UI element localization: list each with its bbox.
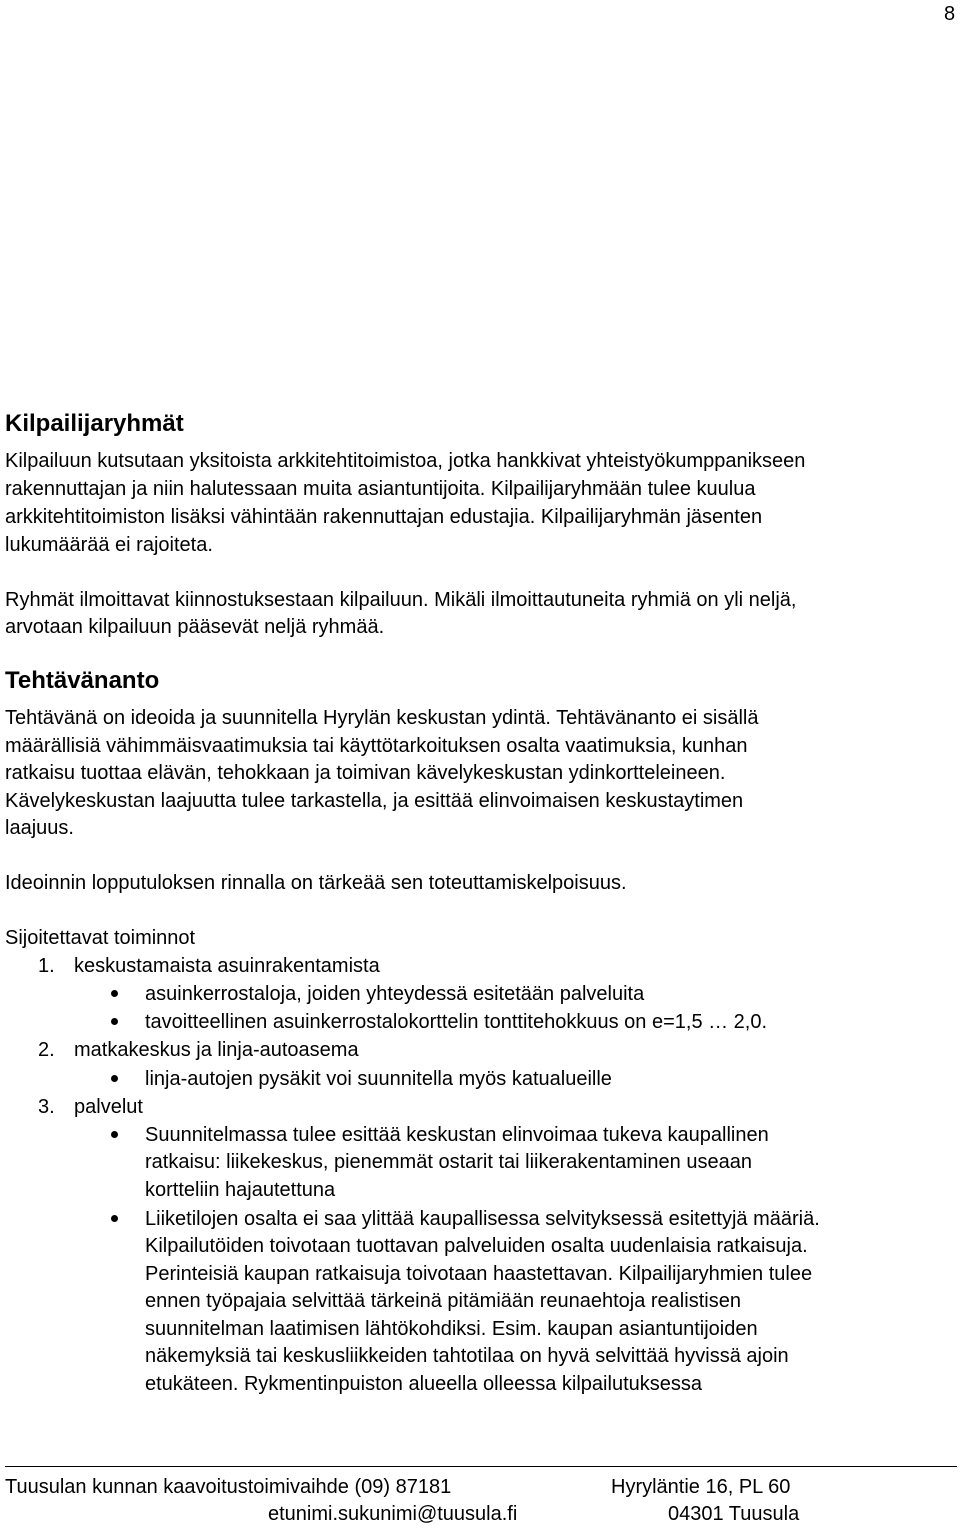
s2-p1-line: laajuus. bbox=[5, 817, 74, 839]
bullet-text: kortteliin hajautettuna bbox=[145, 1179, 336, 1201]
bullet-text: Liiketilojen osalta ei saa ylittää kaupallisessa selvityksessä esitettyjä määriä. bbox=[145, 1208, 820, 1230]
list-item-number: 2. bbox=[38, 1039, 55, 1061]
bullet-text: suunnitelman laatimisen lähtökohdiksi. Esim. kaupan asiantuntijoiden bbox=[145, 1318, 758, 1340]
footer-address: Hyryläntie 16, PL 60 bbox=[611, 1476, 791, 1498]
bullet-icon bbox=[111, 1215, 118, 1222]
s2-p2: Ideoinnin lopputuloksen rinnalla on tärkeää sen toteuttamiskelpoisuus. bbox=[5, 872, 627, 894]
page-number: 8 bbox=[944, 3, 956, 25]
section-title-kilpailijaryhmat: Kilpailijaryhmät bbox=[5, 410, 184, 437]
bullet-icon bbox=[111, 1075, 118, 1082]
bullet-text: etukäteen. Rykmentinpuiston alueella olleessa kilpailutuksessa bbox=[145, 1373, 702, 1395]
bullet-text: Suunnitelmassa tulee esittää keskustan elinvoimaa tukeva kaupallinen bbox=[145, 1124, 769, 1146]
bullet-text: linja-autojen pysäkit voi suunnitella myös katualueille bbox=[145, 1068, 612, 1090]
bullet-text: Perinteisiä kaupan ratkaisuja toivotaan haastettavan. Kilpailijaryhmien tulee bbox=[145, 1263, 813, 1285]
list-title: Sijoitettavat toiminnot bbox=[5, 927, 196, 949]
list-item-label: matkakeskus ja linja-autoasema bbox=[74, 1039, 359, 1061]
bullet-text: asuinkerrostaloja, joiden yhteydessä esitetään palveluita bbox=[145, 983, 645, 1005]
s1-p2-line: arvotaan kilpailuun pääsevät neljä ryhmää. bbox=[5, 616, 385, 638]
s1-p1-line: arkkitehtitoimiston lisäksi vähintään rakennuttajan edustajia. Kilpailijaryhmän jäsenten bbox=[5, 506, 763, 528]
bullet-text: ennen työpajaia selvittää tärkeinä pitämiään reunaehtoja realistisen bbox=[145, 1290, 741, 1312]
s1-p1-line: rakennuttajan ja niin halutessaan muita asiantuntijoita. Kilpailijaryhmään tulee kuulua bbox=[5, 478, 756, 500]
bullet-text: tavoitteellinen asuinkerrostalokorttelin tonttitehokkuus on e=1,5 … 2,0. bbox=[145, 1011, 768, 1033]
footer-email: etunimi.sukunimi@tuusula.fi bbox=[268, 1503, 518, 1525]
bullet-text: Kilpailutöiden toivotaan tuottavan palveluiden osalta uudenlaisia ratkaisuja. bbox=[145, 1235, 808, 1257]
bullet-text: näkemyksiä tai keskusliikkeiden tahtotilaa on hyvä selvittää hyvissä ajoin bbox=[145, 1345, 789, 1367]
s1-p1-line: lukumäärää ei rajoiteta. bbox=[5, 534, 213, 556]
s2-p1-line: Kävelykeskustan laajuutta tulee tarkastella, ja esittää elinvoimaisen keskustaytimen bbox=[5, 790, 744, 812]
s2-p1-line: Tehtävänä on ideoida ja suunnitella Hyrylän keskustan ydintä. Tehtävänanto ei sisällä bbox=[5, 707, 759, 729]
list-item-number: 1. bbox=[38, 955, 55, 977]
footer-divider bbox=[5, 1466, 957, 1467]
bullet-icon bbox=[111, 1131, 118, 1138]
s1-p1-line: Kilpailuun kutsutaan yksitoista arkkitehtitoimistoa, jotka hankkivat yhteistyökumppanikseen bbox=[5, 450, 806, 472]
s2-p1-line: määrällisiä vähimmäisvaatimuksia tai käyttötarkoituksen osalta vaatimuksia, kunhan bbox=[5, 735, 748, 757]
bullet-text: ratkaisu: liikekeskus, pienemmät ostarit tai liikerakentaminen useaan bbox=[145, 1151, 752, 1173]
list-item-label: palvelut bbox=[74, 1096, 143, 1118]
list-item-number: 3. bbox=[38, 1096, 55, 1118]
bullet-icon bbox=[111, 990, 118, 997]
footer-org: Tuusulan kunnan kaavoitustoimivaihde (09) 87181 bbox=[5, 1476, 452, 1498]
footer-postal: 04301 Tuusula bbox=[668, 1503, 800, 1525]
section-title-tehtavananto: Tehtävänanto bbox=[5, 667, 160, 694]
bullet-icon bbox=[111, 1018, 118, 1025]
s2-p1-line: ratkaisu tuottaa elävän, tehokkaan ja toimivan kävelykeskustan ydinkortteleineen. bbox=[5, 762, 726, 784]
s1-p2-line: Ryhmät ilmoittavat kiinnostuksestaan kilpailuun. Mikäli ilmoittautuneita ryhmiä on yli neljä, bbox=[5, 589, 797, 611]
list-item-label: keskustamaista asuinrakentamista bbox=[74, 955, 380, 977]
